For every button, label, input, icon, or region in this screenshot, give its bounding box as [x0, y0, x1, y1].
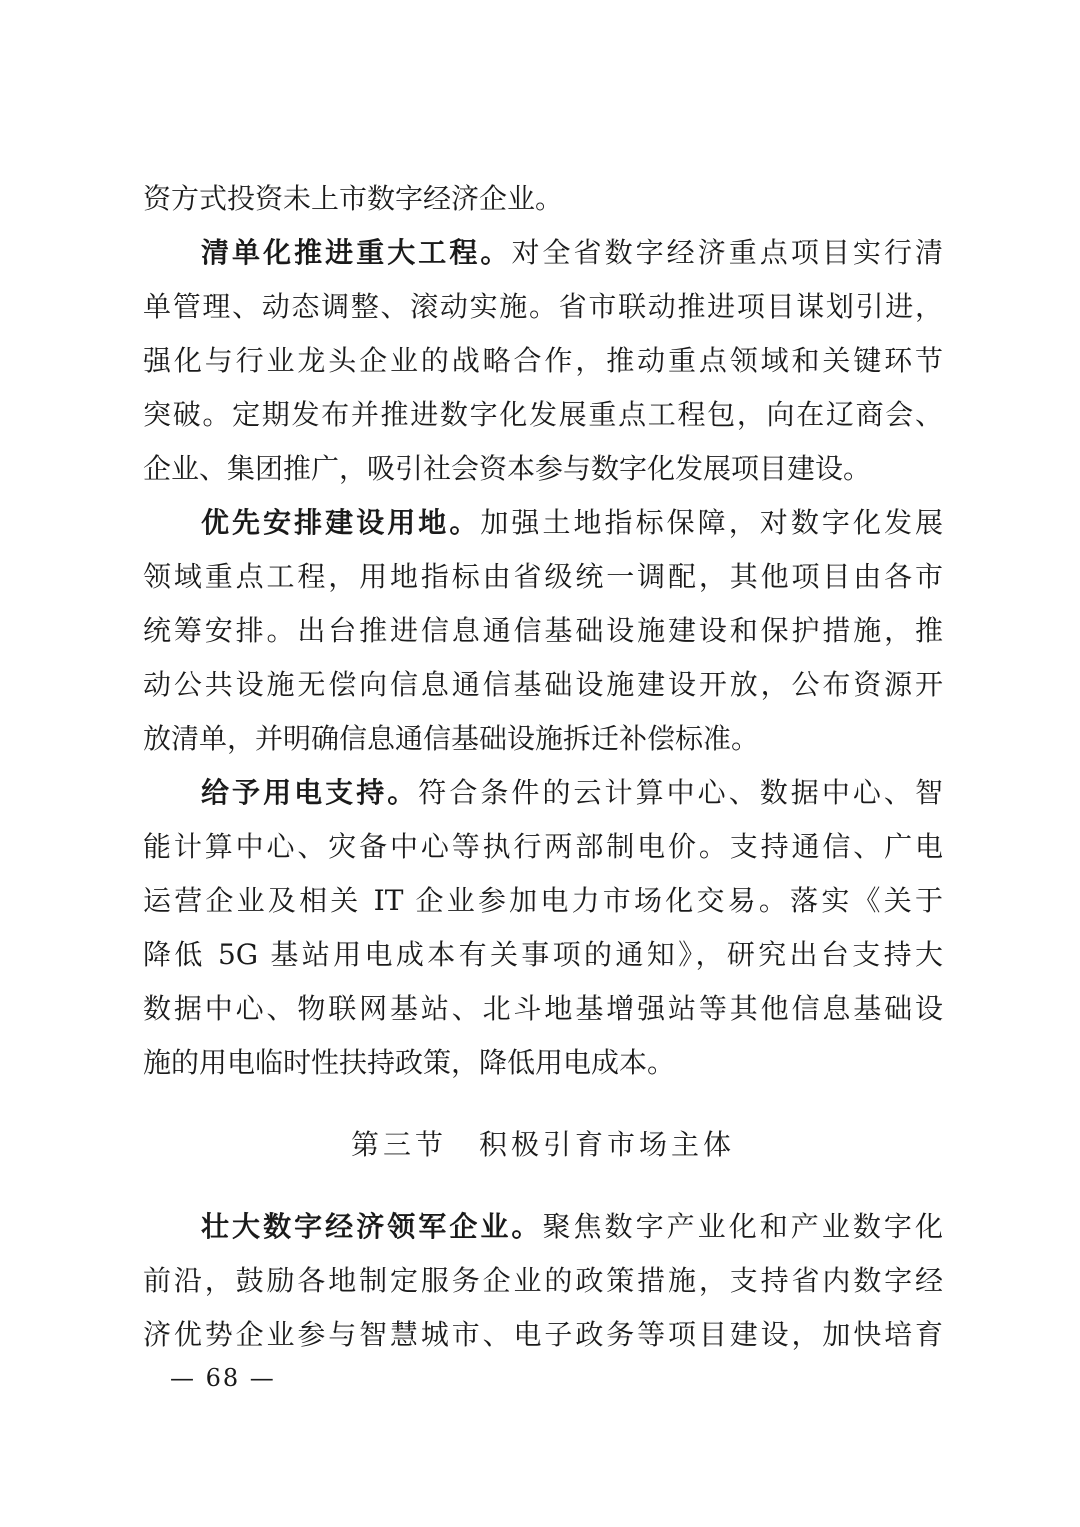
paragraph-heading: 优先安排建设用地。	[201, 506, 481, 539]
paragraph-text: 对全省数字经济重点项目实行清	[511, 236, 943, 269]
paragraph-leading-enterprises	[143, 1200, 943, 1362]
text-line: 企业、集团推广，吸引社会资本参与数字化发展项目建设。	[143, 452, 872, 485]
paragraph-electricity-support	[143, 766, 943, 1090]
text-line: 能计算中心、灾备中心等执行两部制电价。支持通信、广电	[143, 830, 943, 863]
paragraph-first-line	[143, 1200, 943, 1254]
paragraph-text: 符合条件的云计算中心、数据中心、智	[418, 776, 943, 809]
text-line: 施的用电临时性扶持政策，降低用电成本。	[143, 1046, 676, 1079]
text-line: 资方式投资未上市数字经济企业。	[143, 182, 564, 215]
text-line: 放清单，并明确信息通信基础设施拆迁补偿标准。	[143, 722, 760, 755]
text-line: 数据中心、物联网基站、北斗地基增强站等其他信息基础设	[143, 992, 943, 1025]
paragraph-major-projects	[143, 226, 943, 496]
text-line: 前沿，鼓励各地制定服务企业的政策措施，支持省内数字经	[143, 1264, 943, 1297]
text-line: 强化与行业龙头企业的战略合作，推动重点领域和关键环节	[143, 344, 943, 377]
text-line: 济优势企业参与智慧城市、电子政务等项目建设，加快培育	[143, 1318, 943, 1351]
paragraph-land-use	[143, 496, 943, 766]
text-line: 动公共设施无偿向信息通信基础设施建设开放，公布资源开	[143, 668, 943, 701]
page-number: — 68 —	[170, 1364, 276, 1392]
paragraph-first-line	[143, 226, 943, 280]
paragraph-heading: 给予用电支持。	[201, 776, 419, 809]
paragraph-text: 加强土地指标保障，对数字化发展	[480, 506, 943, 539]
text-line: 领域重点工程，用地指标由省级统一调配，其他项目由各市	[143, 560, 943, 593]
paragraph-first-line	[143, 766, 943, 820]
text-line: 统筹安排。出台推进信息通信基础设施建设和保护措施，推	[143, 614, 943, 647]
section-title: 第三节 积极引育市场主体	[350, 1128, 735, 1161]
text-line: 运营企业及相关 IT 企业参加电力市场化交易。落实《关于	[143, 884, 943, 917]
text-line: 突破。定期发布并推进数字化发展重点工程包，向在辽商会、	[143, 398, 943, 431]
paragraph-first-line	[143, 496, 943, 550]
text-line: 单管理、动态调整、滚动实施。省市联动推进项目谋划引进，	[143, 290, 943, 323]
document-body	[143, 172, 943, 1362]
paragraph-heading: 壮大数字经济领军企业。	[201, 1210, 543, 1243]
text-line: 降低 5G 基站用电成本有关事项的通知》，研究出台支持大	[143, 938, 943, 971]
paragraph-heading: 清单化推进重大工程。	[201, 236, 512, 269]
paragraph-text: 聚焦数字产业化和产业数字化	[542, 1210, 943, 1243]
paragraph-continuation	[143, 172, 943, 226]
